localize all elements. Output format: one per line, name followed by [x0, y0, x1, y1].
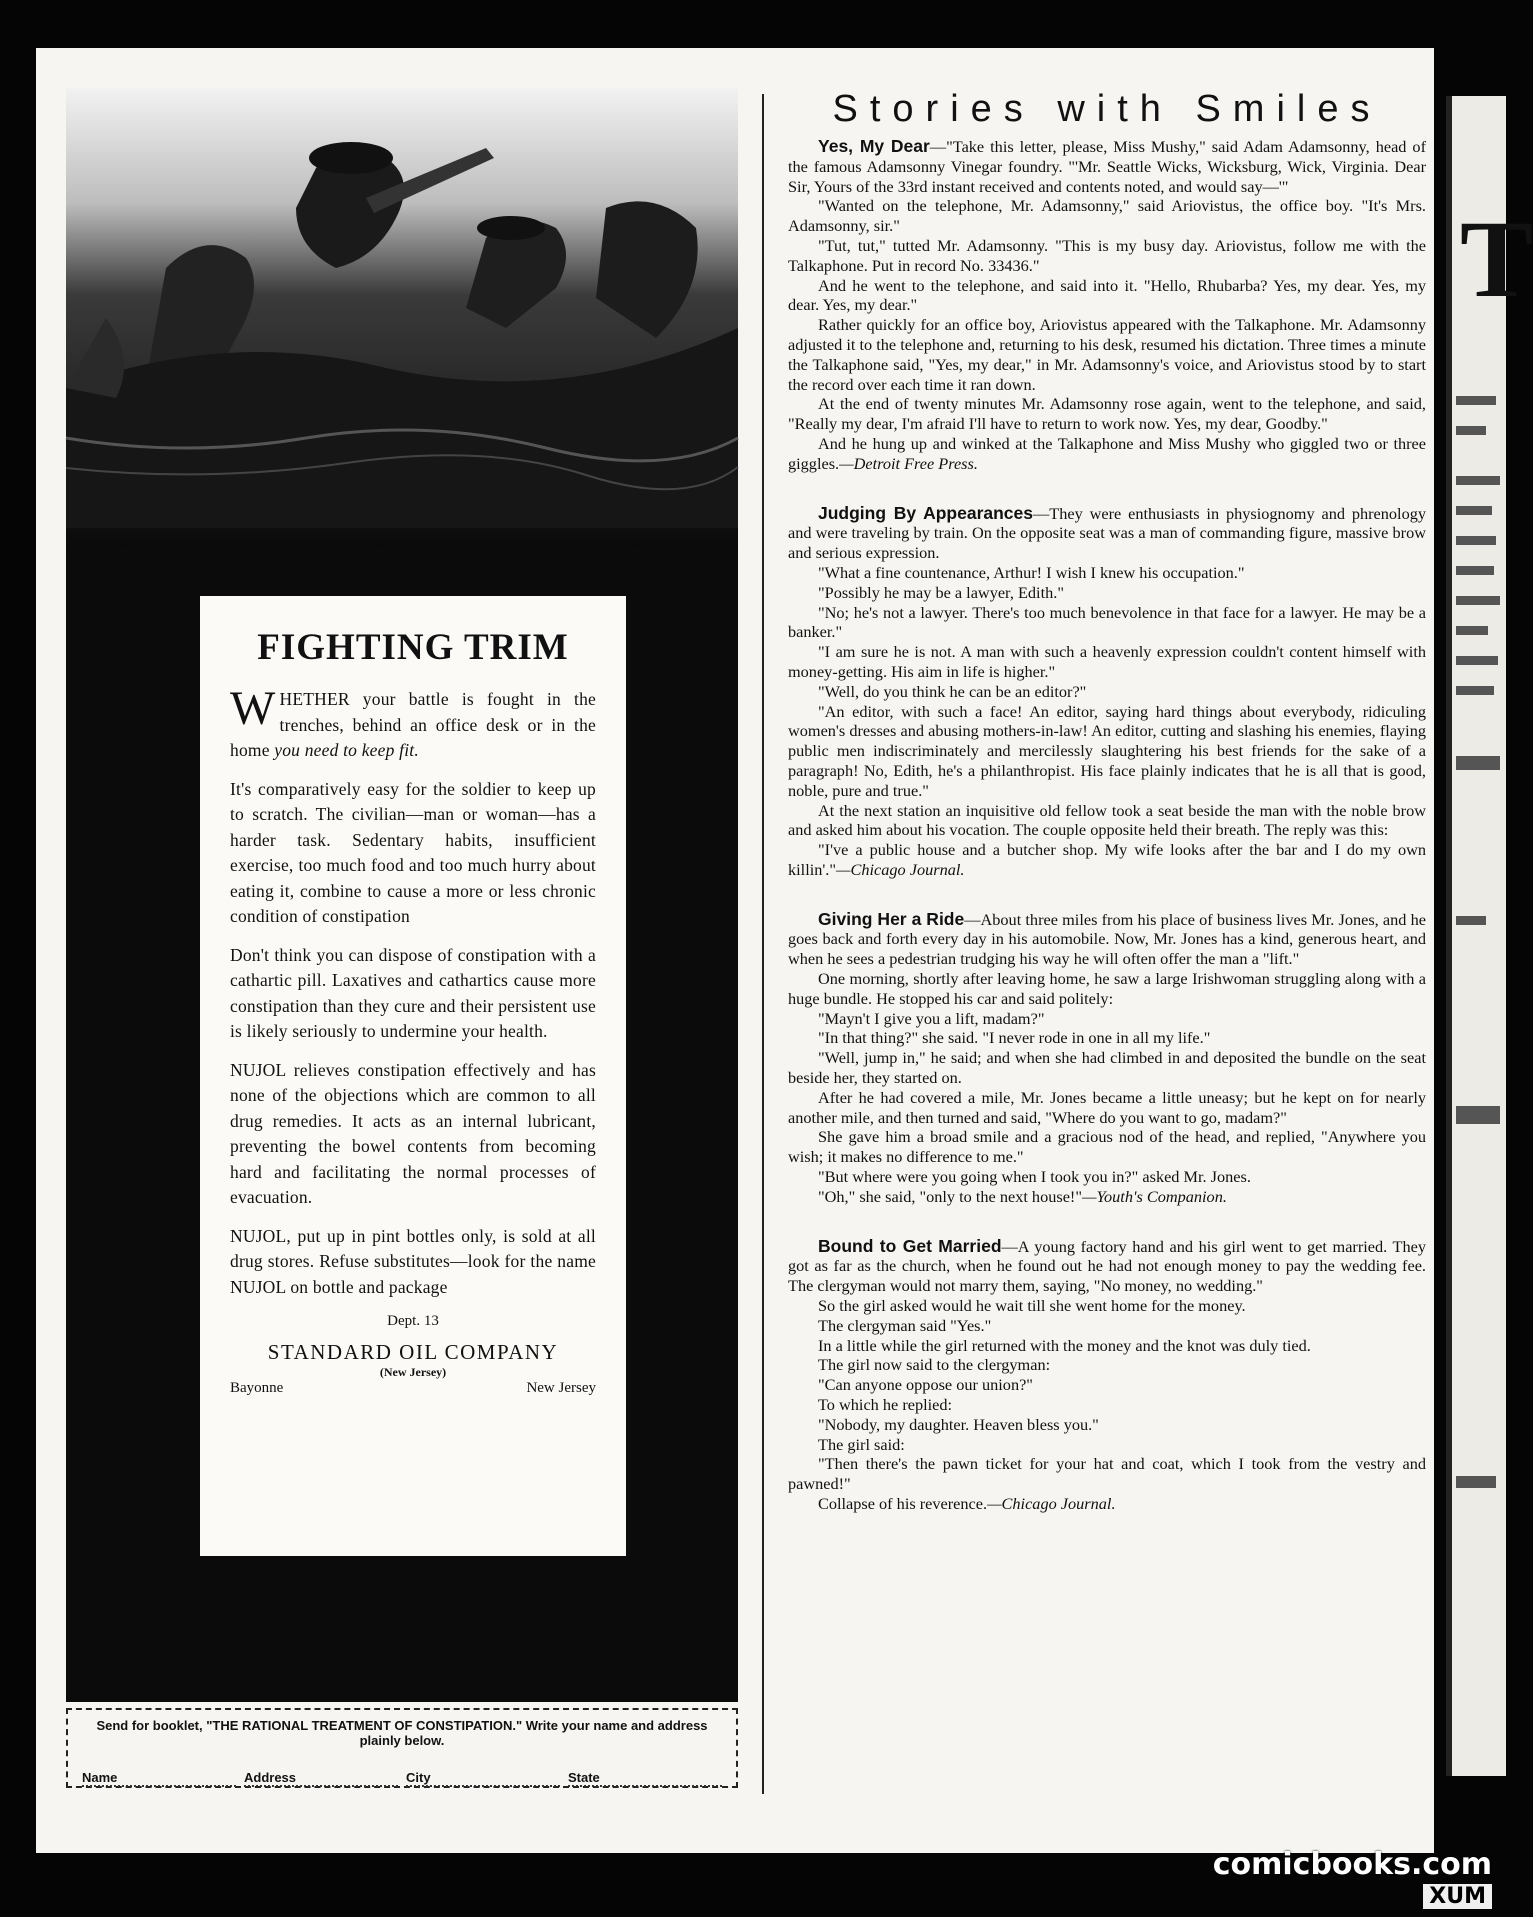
- next-page-text-line: [1456, 656, 1498, 665]
- ad-company: STANDARD OIL COMPANY: [267, 1340, 559, 1364]
- watermark-site: comicbooks.com: [1212, 1847, 1492, 1882]
- coupon-field-address: Address: [244, 1770, 398, 1787]
- column-divider: [762, 94, 764, 1794]
- stories-title: Stories with Smiles: [832, 88, 1382, 130]
- next-page-text-line: [1456, 476, 1500, 485]
- story-yes-my-dear: Yes, My Dear—"Take this letter, please, Miss Mushy," said Adam Adamsonny, head of the famous Adamsonny Vinegar foundry. "'Mr. Seattle Wicks, Wicksburg, Wick, Virginia. Dear Sir, Yours of the 33rd instant received and contents noted, and would say—'" "Wanted on the telephone, Mr. Adamsonny," said Ariovistus, the office boy. "It's Mrs. Adamsonny, sir." "Tut, tut," tutted Mr. Adamsonny. "This is my busy day. Ariovistus, follow me with the Talkaphone. Put in record No. 33436." And he went to the telephone, and said into it. "Hello, Rhubarba? Yes, my dear. Yes, my dear. Yes, my dear." Rather quickly for an office boy, Ariovistus appeared with the Talkaphone. Mr. Adamsonny adjusted it to the telephone and, returning to his desk, resumed his dictation. Three times a minute the Talkaphone said, "Yes, my dear," in Mr. Adamsonny's voice, and Ariovistus stood by to start the record over each time it ran down. At the end of twenty minutes Mr. Adamsonny rose again, went to the telephone, and said, "Really my dear, I'm afraid I'll have to return to work now. Yes, my dear, Goodby." And he hung up and winked at the Talkaphone and Miss Mushy who giggled two or three giggles.—Detroit Free Press.: [788, 136, 1426, 473]
- story-heading: Bound to Get Married: [818, 1235, 1002, 1256]
- ad-illustration-soldiers: [66, 88, 738, 1702]
- next-page-text-line: [1456, 1106, 1500, 1124]
- next-page-text-line: [1456, 916, 1486, 925]
- next-page-text-line: [1456, 686, 1494, 695]
- next-page-big-letter: T: [1460, 198, 1533, 320]
- story-judging-by-appearances: Judging By Appearances—They were enthusiasts in physiognomy and phrenology and were traveling by train. On the opposite seat was a man of commanding figure, massive brow and serious expression. "What a fine countenance, Arthur! I wish I knew his occupation." "Possibly he may be a lawyer, Edith." "No; he's not a lawyer. There's too much benevolence in that face for a lawyer. He may be a banker." "I am sure he is not. A man with such a heavenly expression couldn't content himself with money-getting. His aim in life is higher." "Well, do you think he can be an editor?" "An editor, with such a face! An editor, saying hard things about everybody, ridiculing women's dresses and abusing mothers-in-law! An editor, cutting and slashing his enemies, flaying public men indiscriminately and mercilessly slaughtering his best friends for the sake of a paragraph! No, Edith, he's a philanthropist. His face plainly indicates that he is all that is good, noble, pure and true." At the next station an inquisitive old fellow took a seat beside the man with the noble brow and asked him about his vocation. The couple opposite held their breath. The reply was this: "I've a public house and a butcher shop. My wife looks after the bar and I do my own killin'."—Chicago Journal.: [788, 502, 1426, 879]
- ad-paragraph-1: WHETHER your battle is fought in the trenches, behind an office desk or in the home you need to keep fit.: [230, 682, 596, 760]
- next-page-text-line: [1456, 596, 1500, 605]
- booklet-coupon: [66, 1708, 738, 1788]
- coupon-fields: [78, 1770, 726, 1787]
- ad-city-right: New Jersey: [526, 1380, 596, 1396]
- coupon-text: Send for booklet, "THE RATIONAL TREATMENT OF CONSTIPATION." Write your name and address plainly below.: [96, 1718, 708, 1748]
- ad-text-card: [200, 596, 626, 1556]
- next-page-text-line: [1456, 396, 1496, 405]
- story-source: —Chicago Journal.: [836, 859, 965, 879]
- next-page-text-line: [1456, 626, 1488, 635]
- story-giving-her-a-ride: Giving Her a Ride—About three miles from his place of business lives Mr. Jones, and he goes back and forth every day in his automobile. Now, Mr. Jones has a kind, generous heart, and when he sees a pedestrian trudging his way he will often offer the man a "lift." One morning, shortly after leaving home, he saw a large Irishwoman struggling along with a huge bundle. He stopped his car and said politely: "Mayn't I give you a lift, madam?" "In that thing?" she said. "I never rode in one in all my life." "Well, jump in," he said; and when she had climbed in and deposited the bundle on the seat beside her, they started on. After he had covered a mile, Mr. Jones became a little uneasy; but he kept on for nearly another mile, and then turned and said, "Where do you want to go, madam?" She gave him a broad smile and a gracious nod of the head, and replied, "Anywhere you wish; it makes no difference to me." "But where were you going when I took you in?" asked Mr. Jones. "Oh," she said, "only to the next house!"—Youth's Companion.: [788, 908, 1426, 1206]
- ad-paragraph-2: It's comparatively easy for the soldier to keep up to scratch. The civilian—man or woman—has a harder task. Sedentary habits, insufficient exercise, too much food and too much hurry about eating it, combine to cause a more or less chronic condition of constipation: [230, 778, 596, 926]
- next-page-text-line: [1456, 426, 1486, 435]
- story-source: —Chicago Journal.: [987, 1494, 1116, 1513]
- coupon-field-city: City: [406, 1770, 560, 1787]
- story-bound-to-get-married: Bound to Get Married—A young factory hand and his girl went to get married. They got as far as the church, when he found out he had not enough money to pay the wedding fee. The clergyman would not marry them, saying, "No money, no wedding." So the girl asked would he wait till she went home for the money. The clergyman said "Yes." In a little while the girl returned with the money and the knot was duly tied. The girl now said to the clergyman: "Can anyone oppose our union?" To which he replied: "Nobody, my daughter. Heaven bless you." The girl said: "Then there's the pawn ticket for your hat and coat, which I took from the vestry and pawned!" Collapse of his reverence.—Chicago Journal.: [788, 1235, 1426, 1513]
- nujol-advertisement: [66, 88, 738, 1788]
- coupon-field-name: Name: [82, 1770, 236, 1787]
- next-page-text-line: [1456, 506, 1492, 515]
- stories-column: [788, 88, 1426, 1808]
- story-source: —Youth's Companion.: [1081, 1186, 1227, 1206]
- magazine-page: [36, 48, 1434, 1853]
- coupon-field-state: State: [568, 1770, 722, 1787]
- watermark-tag: XUM: [1423, 1884, 1492, 1909]
- drop-cap: W: [230, 682, 276, 735]
- next-page-text-line: [1456, 566, 1494, 575]
- watermark: [1213, 1847, 1492, 1909]
- ad-city-left: Bayonne: [230, 1380, 284, 1396]
- ad-paragraph-4: NUJOL relieves constipation effectively and has none of the objections which are common to all drug remedies. It acts as an internal lubricant, preventing the bowel contents from becoming hard and facilitating the normal processes of evacuation.: [230, 1059, 596, 1207]
- next-page-text-line: [1456, 1476, 1496, 1488]
- ad-dept: Dept. 13: [387, 1313, 439, 1329]
- ad-company-sub: (New Jersey): [379, 1365, 447, 1379]
- ad-city-row: [230, 1380, 596, 1397]
- next-page-edge: [1446, 96, 1533, 1776]
- ad-headline: FIGHTING TRIM: [257, 627, 569, 668]
- story-source: —Detroit Free Press.: [839, 453, 978, 473]
- next-page-text-line: [1456, 756, 1500, 770]
- story-heading: Judging By Appearances: [818, 502, 1033, 523]
- ad-paragraph-3: Don't think you can dispose of constipation with a cathartic pill. Laxatives and cathartics cause more constipation than they cure and their persistent use is likely seriously to undermine your health.: [230, 944, 596, 1041]
- ad-paragraph-5: NUJOL, put up in pint bottles only, is sold at all drug stores. Refuse substitutes—look for the name NUJOL on bottle and package: [230, 1225, 596, 1297]
- story-heading: Yes, My Dear: [818, 136, 930, 156]
- next-page-text-line: [1456, 536, 1496, 545]
- story-heading: Giving Her a Ride: [818, 908, 965, 929]
